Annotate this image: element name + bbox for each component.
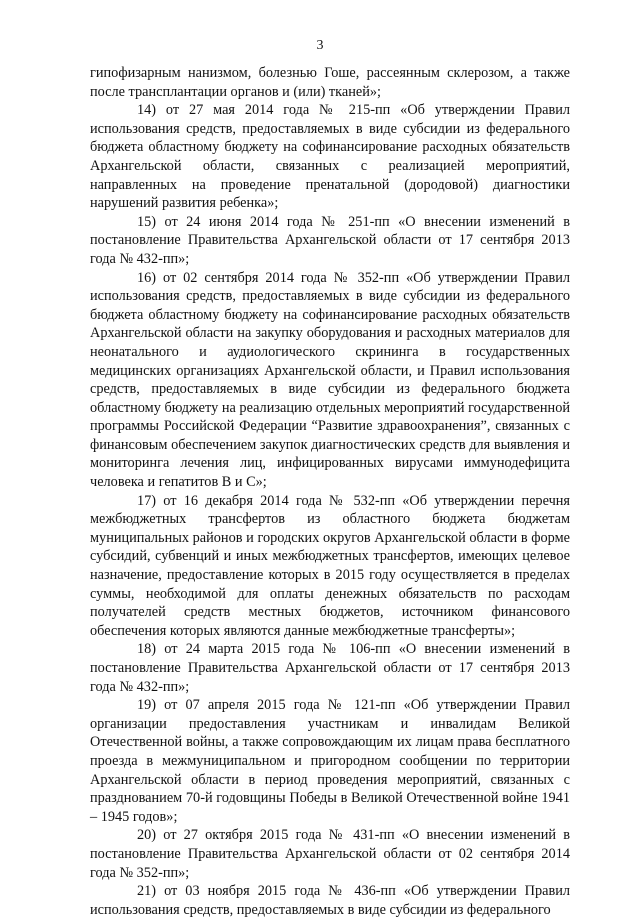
list-item-14 <box>90 101 570 213</box>
paragraph-text: гипофизарным нанизмом, болезнью Гоше, рассеянным склерозом, а также после трансплантации органов и (или) тканей»; <box>90 65 570 100</box>
list-item-20 <box>90 826 570 882</box>
list-item-15 <box>90 213 570 269</box>
list-item-18 <box>90 640 570 696</box>
list-item-text: 20) от 27 октября 2015 года № 431-пп «О внесении изменений в постановление Правительства Архангельской области от 02 сентября 2014 года № 352-пп»; <box>90 827 570 881</box>
list-item-text: 17) от 16 декабря 2014 года № 532-пп «Об утверждении перечня межбюджетных трансфертов из областного бюджета бюджетам муниципальных районов и городских округов Архангельской области в форме субсидий, субвенций и иных межбюджетных трансфертов, имеющих целевое назначение, предоставление которых в 2015 году осуществляется в пределах суммы, необходимой для оплаты денежных обязательств по расходам получателей средств местных бюджетов, источником финансового обеспечения которых являются данные межбюджетные трансферты»; <box>90 492 570 639</box>
list-item-21 <box>90 882 570 919</box>
page-number: 3 <box>316 38 324 53</box>
list-item-text: 18) от 24 марта 2015 года № 106-пп «О внесении изменений в постановление Правительства Архангельской области от 17 сентября 2013 года № 432-пп»; <box>90 641 570 695</box>
list-item-text: 19) от 07 апреля 2015 года № 121-пп «Об утверждении Правил организации предоставления участникам и инвалидам Великой Отечественной войны, а также сопровождающим их лицам права бесплатного проезда в межмуниципальном и пригородном сообщении по территории Архангельской области в период проведения мероприятий, связанных с празднованием 70-й годовщины Победы в Великой Отечественной войне 1941 – 1945 годов»; <box>90 697 570 825</box>
list-item-16 <box>90 269 570 492</box>
list-item-text: 15) от 24 июня 2014 года № 251-пп «О внесении изменений в постановление Правительства Архангельской области от 17 сентября 2013 года № 432-пп»; <box>90 213 570 267</box>
list-item-17 <box>90 492 570 641</box>
list-item-19 <box>90 696 570 826</box>
paragraph-continuation <box>90 64 570 101</box>
document-body <box>90 64 570 919</box>
list-item-text: 16) от 02 сентября 2014 года № 352-пп «Об утверждении Правил использования средств, предоставляемых в виде субсидии из федерального бюджета областному бюджету на софинансирование расходных обязательств Архангельской области на закупку оборудования и расходных материалов для неонатального и аудиологического скрининга в государственных медицинских организациях Архангельской области, и Правил использования средств, предоставляемых в виде субсидии из федерального бюджета областному бюджету на реализацию отдельных мероприятий государственной программы Российской Федерации “Развитие здравоохранения”, связанных с финансовым обеспечением закупок диагностических средств для выявления и мониторинга лечения лиц, инфицированных вирусами иммунодефицита человека и гепатитов В и С»; <box>90 269 570 491</box>
list-item-text: 14) от 27 мая 2014 года № 215-пп «Об утверждении Правил использования средств, предоставляемых в виде субсидии из федерального бюджета областному бюджету на софинансирование расходных обязательств Архангельской области, связанных с реализацией мероприятий, направленных на проведение пренатальной (дородовой) диагностики нарушений развития ребенка»; <box>90 102 570 212</box>
list-item-text: 21) от 03 ноября 2015 года № 436-пп «Об утверждении Правил использования средств, предоставляемых в виде субсидии из федерального <box>90 883 570 918</box>
